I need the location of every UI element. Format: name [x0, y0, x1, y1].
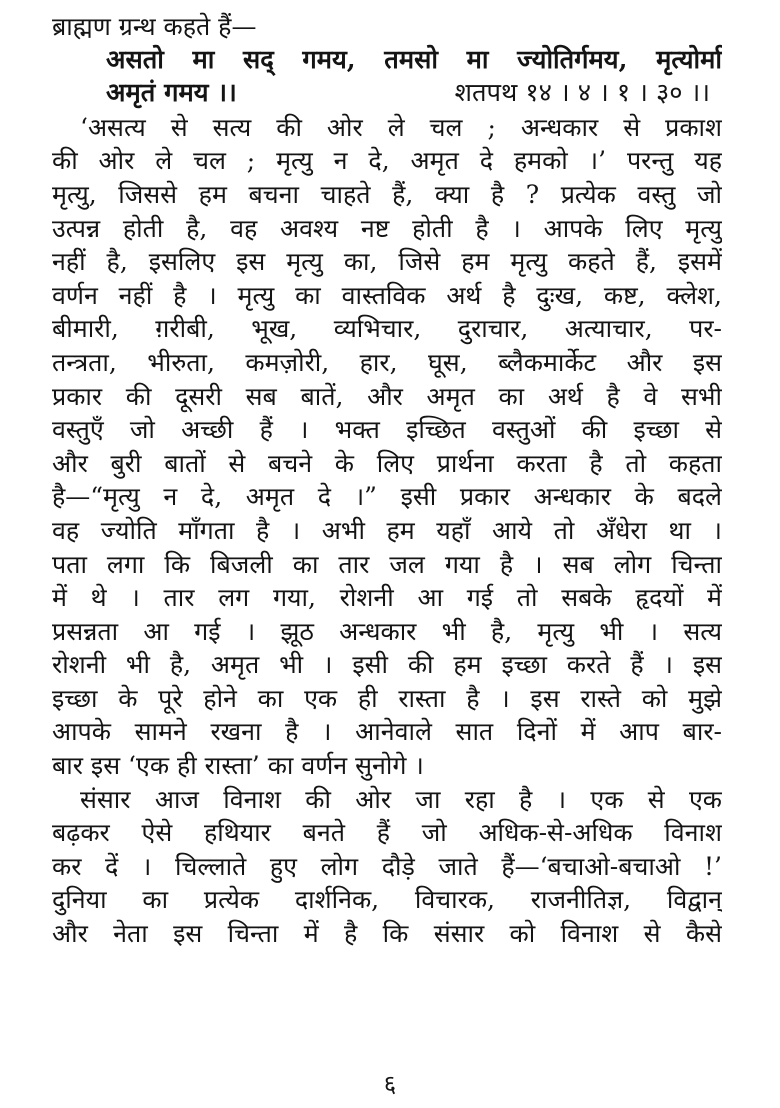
paragraph-line: पता लगा कि बिजली का तार जल गया है । सब लोग चिन्ता	[52, 549, 722, 579]
paragraph-line: इच्छा के पूरे होने का एक ही रास्ता है । इस रास्ते को मुझे	[52, 683, 722, 713]
paragraph-line: वर्णन नहीं है । मृत्यु का वास्तविक अर्थ है दुःख, कष्ट, क्लेश,	[52, 280, 722, 310]
paragraph-line: दुनिया का प्रत्येक दार्शनिक, विचारक, राजनीतिज्ञ, विद्वान्	[52, 885, 722, 915]
paragraph-line: और नेता इस चिन्ता में है कि संसार को विनाश से कैसे	[52, 919, 722, 949]
paragraph-line: वह ज्योति माँगता है । अभी हम यहाँ आये तो अँधेरा था ।	[52, 515, 722, 545]
document-page	[52, 10, 722, 951]
paragraph-line: है—“मृत्यु न दे, अमृत दे ।” इसी प्रकार अन्धकार के बदले	[52, 482, 722, 512]
paragraph-line: और बुरी बातों से बचने के लिए प्रार्थना करता है तो कहता	[52, 448, 722, 478]
paragraph-line: रोशनी भी है, अमृत भी । इसी की हम इच्छा करते हैं । इस	[52, 650, 722, 680]
paragraph-line: ‘असत्य से सत्य की ओर ले चल ; अन्धकार से प्रकाश	[80, 112, 722, 142]
paragraph-line: बीमारी, ग़रीबी, भूख, व्यभिचार, दुराचार, अत्याचार, पर-	[52, 314, 722, 344]
paragraph-line: की ओर ले चल ; मृत्यु न दे, अमृत दे हमको ।’ परन्तु यह	[52, 146, 722, 176]
paragraph-line: वस्तुएँ जो अच्छी हैं । भक्त इच्छित वस्तुओं की इच्छा से	[52, 415, 722, 445]
paragraph-line: प्रकार की दूसरी सब बातें, और अमृत का अर्थ है वे सभी	[52, 381, 722, 411]
paragraph-line: आपके सामने रखना है । आनेवाले सात दिनों में आप बार-	[52, 717, 722, 747]
paragraph-line: संसार आज विनाश की ओर जा रहा है । एक से एक	[80, 784, 722, 814]
paragraph-line: बढ़कर ऐसे हथियार बनते हैं जो अधिक-से-अधिक विनाश	[52, 818, 722, 848]
paragraph-1	[52, 111, 722, 783]
paragraph-line: में थे । तार लग गया, रोशनी आ गई तो सबके हृदयों में	[52, 583, 722, 613]
paragraph-line: तन्त्रता, भीरुता, कमज़ोरी, हार, घूस, ब्लैकमार्केट और इस	[52, 347, 722, 377]
mantra-line-1: असतो मा सद् गमय, तमसो मा ज्योतिर्गमय, मृत्योर्मा	[106, 44, 722, 75]
mantra-line-2: अमृतं गमय ।।	[106, 78, 237, 109]
mantra-reference: शतपथ १४ । ४ । १ । ३० ।।	[454, 78, 710, 109]
paragraph-line: कर दें । चिल्लाते हुए लोग दौड़े जाते हैं—‘बचाओ-बचाओ !’	[52, 851, 722, 881]
intro-line: ब्राह्मण ग्रन्थ कहते हैं—	[52, 12, 257, 41]
paragraph-line: नहीं है, इसलिए इस मृत्यु का, जिसे हम मृत्यु कहते हैं, इसमें	[52, 247, 722, 277]
paragraph-line: बार इस ‘एक ही रास्ता’ का वर्णन सुनोगे ।	[52, 751, 424, 781]
paragraph-line: मृत्यु, जिससे हम बचना चाहते हैं, क्या है ? प्रत्येक वस्तु जो	[52, 179, 722, 209]
paragraph-2	[52, 783, 722, 951]
paragraph-line: उत्पन्न होती है, वह अवश्य नष्ट होती है । आपके लिए मृत्यु	[52, 213, 722, 243]
paragraph-line: प्रसन्नता आ गई । झूठ अन्धकार भी है, मृत्यु भी । सत्य	[52, 616, 722, 646]
page-number: ६	[383, 1070, 397, 1098]
mantra-line-2-row	[52, 77, 722, 111]
